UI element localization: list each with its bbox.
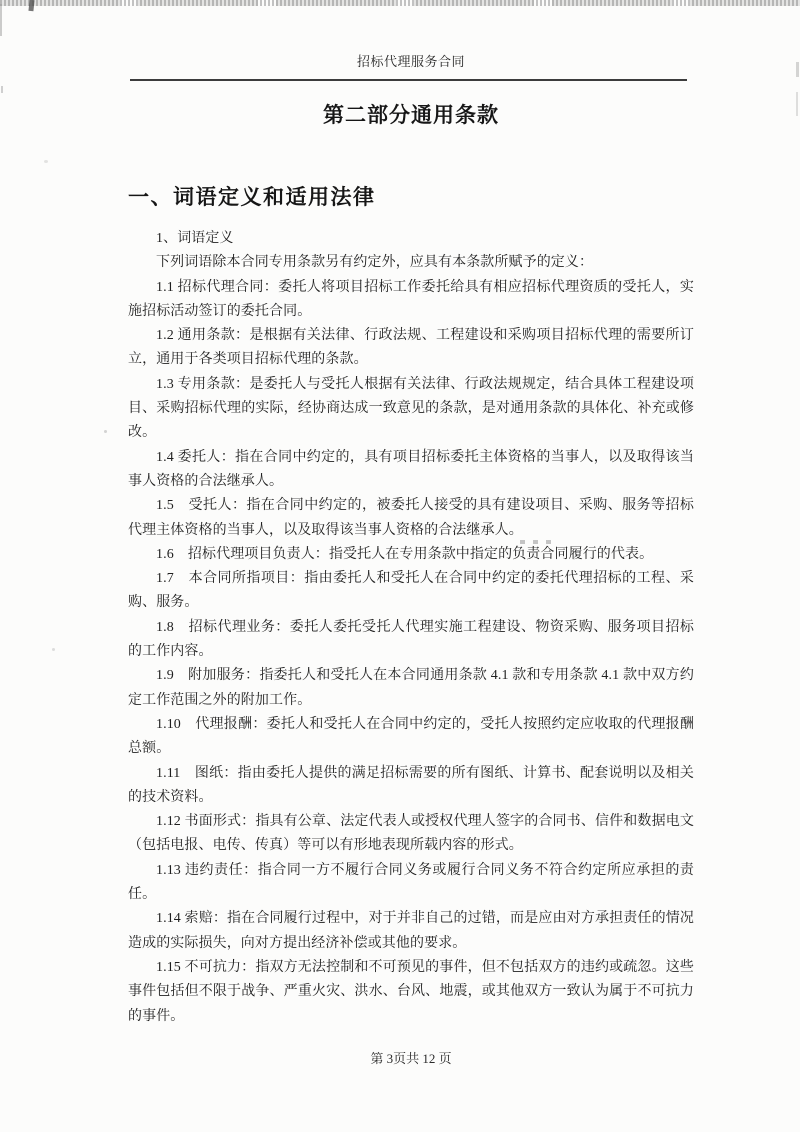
contract-paragraph: 1.11 图纸：指由委托人提供的满足招标需要的所有图纸、计算书、配套说明以及相关的技术资料。 [128,765,694,805]
contract-body [128,227,694,1029]
part-title: 第二部分通用条款 [323,103,499,127]
contract-paragraph: 1.10 代理报酬：委托人和受托人在合同中约定的，受托人按照约定应收取的代理报酬总额。 [128,716,694,757]
contract-paragraph: 1.6 招标代理项目负责人：指受托人在专用条款中指定的负责合同履行的代表。 [156,546,654,562]
header-rule [130,79,687,81]
section-heading: 一、词语定义和适用法律 [128,185,376,209]
scan-artifact [0,4,2,36]
running-header-title: 招标代理服务合同 [356,54,465,69]
page-number-indicator: 第 3页共 12 页 [370,1051,452,1066]
contract-paragraph: 1.1 招标代理合同：委托人将项目招标工作委托给具有相应招标代理资质的受托人，实施招标活动签订的委托合同。 [128,279,694,319]
contract-paragraph: 1.14 索赔：指在合同履行过程中，对于并非自己的过错，而是应由对方承担责任的情况造成的实际损失，向对方提出经济补偿或其他的要求。 [128,911,694,951]
contract-paragraph: 1.8 招标代理业务：委托人委托受托人代理实施工程建设、物资采购、服务项目招标的工作内容。 [128,619,694,660]
contract-paragraph: 1.5 受托人：指在合同中约定的，被委托人接受的具有建设项目、采购、服务等招标代理主体资格的当事人，以及取得该当事人资格的合法继承人。 [128,498,694,538]
contract-paragraph: 1.9 附加服务：指委托人和受托人在本合同通用条款 4.1 款和专用条款 4.1 款中双方约定工作范围之外的附加工作。 [128,668,694,708]
contract-paragraph: 1.4 委托人：指在合同中约定的，具有项目招标委托主体资格的当事人，以及取得该当事人资格的合法继承人。 [128,449,694,489]
scan-artifact [52,648,55,651]
scan-artifact [796,62,799,77]
contract-paragraph: 1.15 不可抗力：指双方无法控制和不可预见的事件，但不包括双方的违约或疏忽。这些事件包括但不限于战争、严重火灾、洪水、台风、地震，或其他双方一致认为属于不可抗力的事件。 [128,959,694,1024]
contract-paragraph: 1.13 违约责任：指合同一方不履行合同义务或履行合同义务不符合约定所应承担的责任。 [128,862,694,903]
contract-paragraph: 1.7 本合同所指项目：指由委托人和受托人在合同中约定的委托代理招标的工程、采购、服务。 [128,571,694,611]
contract-paragraph: 1.2 通用条款：是根据有关法律、行政法规、工程建设和采购项目招标代理的需要所订立，通用于各类项目招标代理的条款。 [128,328,694,368]
scan-artifact [104,430,107,433]
contract-paragraph: 1、词语定义 [156,231,234,246]
page-content [128,0,694,1132]
contract-paragraph: 下列词语除本合同专用条款另有约定外，应具有本条款所赋予的定义： [156,255,594,271]
scan-artifact [796,92,798,116]
scan-artifact [1,86,3,93]
scan-artifact [44,160,48,163]
contract-paragraph: 1.12 书面形式：指具有公章、法定代表人或授权代理人签字的合同书、信件和数据电文（包括电报、电传、传真）等可以有形地表现所载内容的形式。 [128,814,694,854]
contract-paragraph: 1.3 专用条款：是委托人与受托人根据有关法律、行政法规规定，结合具体工程建设项目、采购招标代理的实际，经协商达成一致意见的条款，是对通用条款的具体化、补充或修改。 [128,376,694,441]
